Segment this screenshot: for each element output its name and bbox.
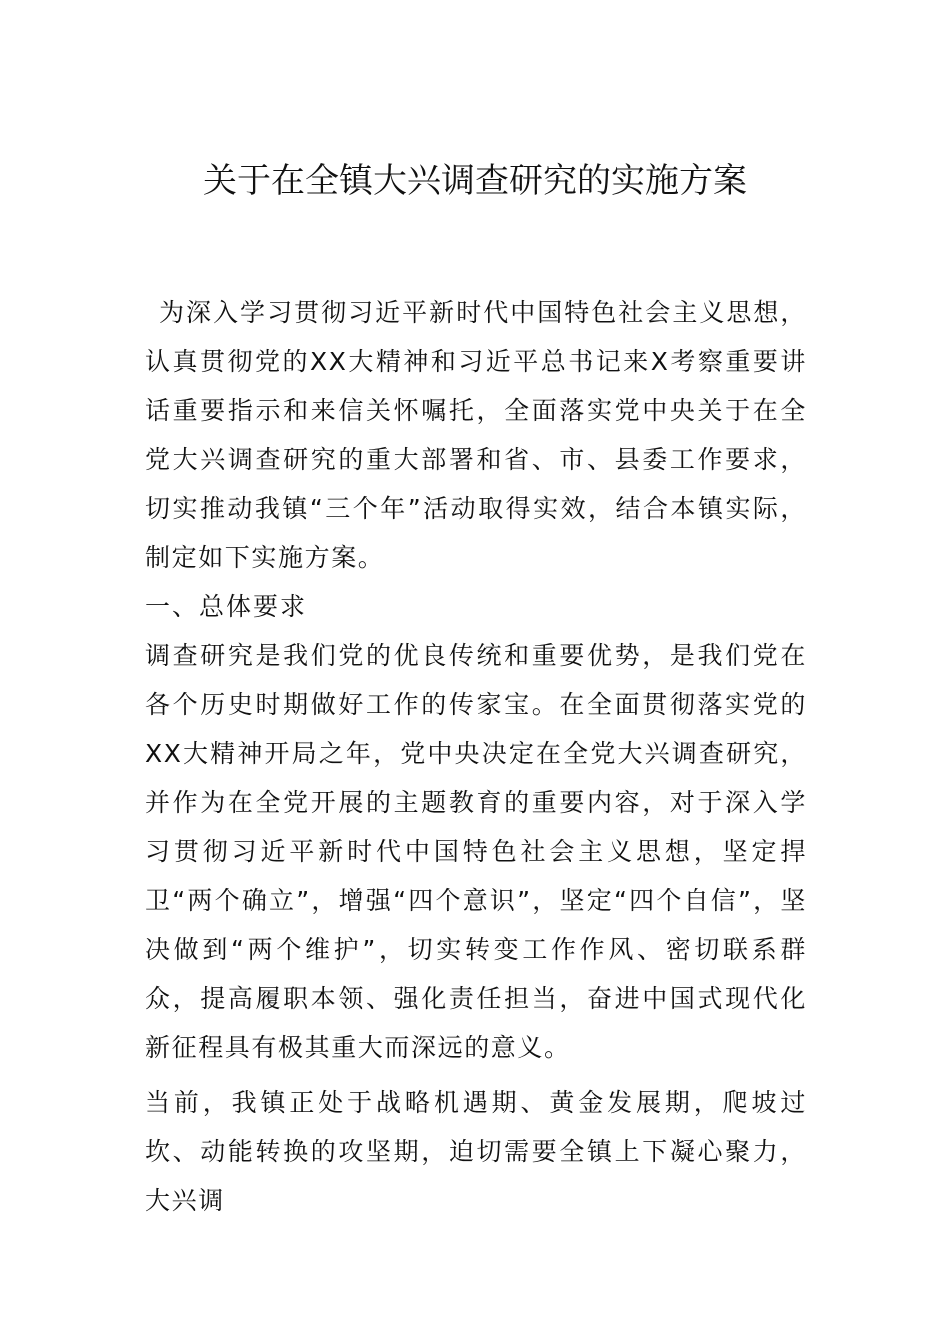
document-title: 关于在全镇大兴调查研究的实施方案 — [203, 161, 747, 201]
body-paragraph: 调查研究是我们党的优良传统和重要优势，是我们党在各个历史时期做好工作的传家宝。在全面贯彻落实党的XX大精神开局之年，党中央决定在全党大兴调查研究，并作为在全党开展的主题教育的重要内容，对于深入学习贯彻习近平新时代中国特色社会主义思想，坚定捍卫“两个确立”，增强“四个意识”，坚定“四个自信”，坚决做到“两个维护”，切实转变工作作风、密切联系群众，提高履职本领、强化责任担当，奋进中国式现代化新征程具有极其重大而深远的意义。 — [145, 641, 807, 1062]
section-heading-overall-requirements: 一、总体要求 — [145, 592, 308, 621]
body-paragraph: 当前，我镇正处于战略机遇期、黄金发展期，爬坡过坎、动能转换的攻坚期，迫切需要全镇上下凝心聚力，大兴调 — [145, 1088, 807, 1215]
intro-paragraph: 为深入学习贯彻习近平新时代中国特色社会主义思想，认真贯彻党的XX大精神和习近平总书记来X考察重要讲话重要指示和来信关怀嘱托，全面落实党中央关于在全党大兴调查研究的重大部署和省、市、县委工作要求，切实推动我镇“三个年”活动取得实效，结合本镇实际，制定如下实施方案。 — [145, 298, 807, 572]
document-body — [145, 288, 807, 1225]
